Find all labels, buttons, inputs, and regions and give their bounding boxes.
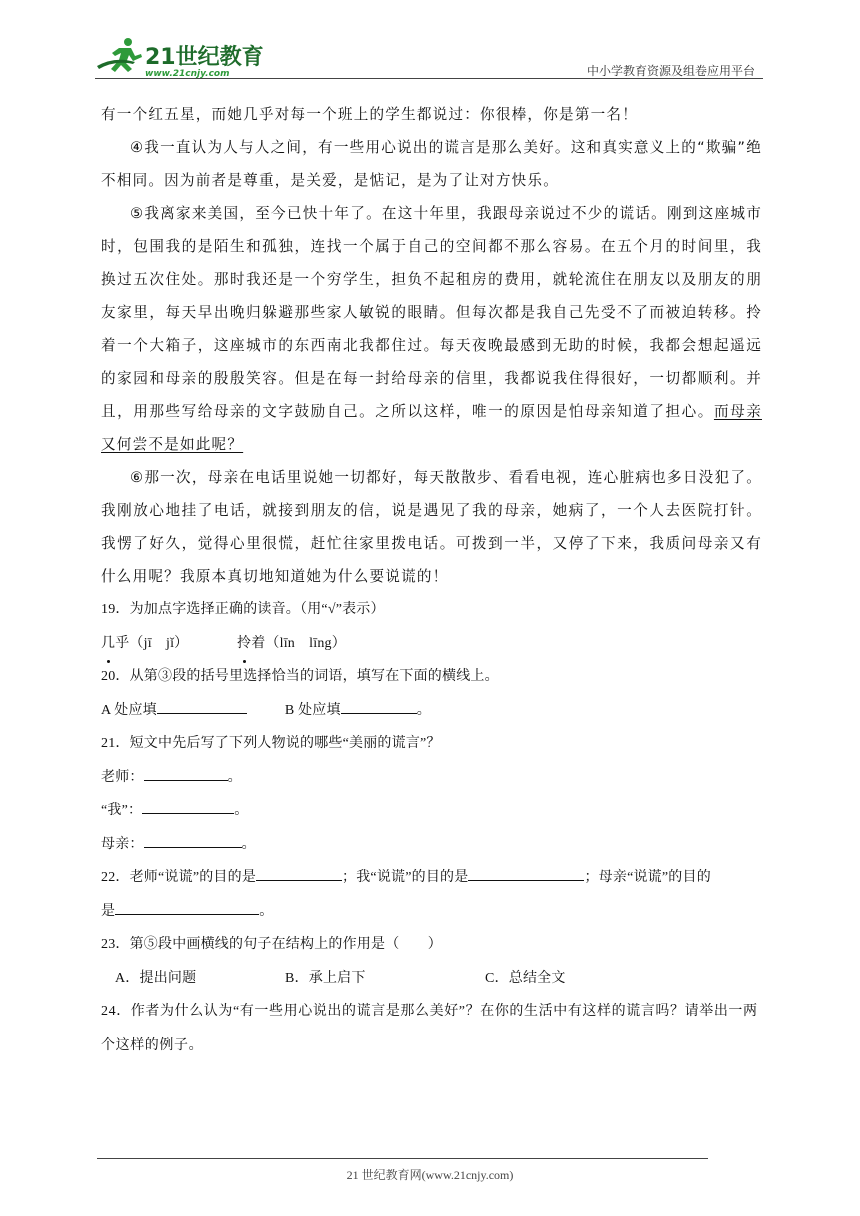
- question-21: 21．短文中先后写了下列人物说的哪些“美丽的谎言”？: [101, 736, 441, 751]
- option-c[interactable]: C．总结全文: [485, 970, 566, 986]
- teacher-blank[interactable]: [144, 766, 228, 781]
- period: 。: [234, 803, 249, 818]
- underlined-sentence: 而母亲又何尝不是如此呢？: [101, 403, 762, 453]
- me-blank[interactable]: [142, 799, 234, 814]
- question-21-me: [101, 794, 762, 828]
- mother-label: 母亲：: [101, 836, 144, 852]
- main-content: [101, 98, 762, 1062]
- question-23-options: [101, 962, 762, 996]
- question-20: 20．从第③段的括号里选择恰当的词语，填写在下面的横线上。: [101, 669, 499, 684]
- page-header: [95, 34, 763, 80]
- me-label: “我”：: [101, 803, 143, 818]
- page-footer: 21 世纪教育网(www.21cnjy.com): [346, 1168, 514, 1182]
- blank-a-label: A 处应填: [101, 702, 157, 718]
- period: 。: [227, 769, 242, 785]
- period: 。: [416, 702, 431, 718]
- period: 。: [241, 836, 256, 852]
- question-22: [101, 861, 762, 895]
- header-platform-text: 中小学教育资源及组卷应用平台: [586, 64, 755, 78]
- pinyin-option-1: 乎（jī jǐ）: [115, 635, 189, 651]
- period: 。: [259, 903, 274, 919]
- q22-part4: 是: [101, 903, 116, 919]
- passage-paragraph-3-continued: 有一个红五星，而她几乎对每一个班上的学生都说过：你很棒，你是第一名！: [101, 106, 638, 123]
- dotted-char-2: 拎: [237, 627, 251, 661]
- logo-url: www.21cnjy.com: [145, 69, 230, 78]
- q22-part3: ；母亲“说谎”的目的: [584, 870, 711, 885]
- passage-paragraph-6: ⑥那一次，母亲在电话里说她一切都好，每天散散步、看看电视，连心脏病也多日没犯了。我刚放心地挂了电话，就接到朋友的信，说是遇见了我的母亲，她病了，一个人去医院打针。我愣了好久，觉得心里很慌，赶忙往家里拨电话。可拨到一半，又停了下来，我质问母亲又有什么用呢？我原本真切地知道她为什么要说谎的！: [101, 469, 762, 585]
- question-21-teacher: [101, 761, 762, 795]
- question-20-blanks: [101, 694, 762, 728]
- header-divider: [95, 78, 763, 79]
- option-a[interactable]: A．提出问题: [115, 970, 197, 986]
- paragraph-5-text: ⑤我离家来美国，至今已快十年了。在这十年里，我跟母亲说过不少的谎话。刚到这座城市时，包围我的是陌生和孤独，连找一个属于自己的空间都不那么容易。在五个月的时间里，我换过五次住处。那时我还是一个穷学生，担负不起租房的费用，就轮流住在朋友以及朋友的朋友家里，每天早出晚归躲避那些家人敏锐的眼睛。但每次都是我自己先受不了而被迫转移。拎着一个大箱子，这座城市的东西南北我都住过。每天夜晚最感到无助的时候，我都会想起遥远的家园和母亲的殷殷笑容。但是在每一封给母亲的信里，我都说我住得很好，一切都顺利。并且，用那些写给母亲的文字鼓励自己。之所以这样，唯一的原因是怕母亲知道了担心。: [101, 205, 762, 420]
- logo-text: 21世纪教育: [145, 45, 264, 70]
- q22-blank-2[interactable]: [468, 866, 584, 881]
- question-24: 24．作者为什么认为“有一些用心说出的谎言是那么美好”？在你的生活中有这样的谎言吗？请举出一两个这样的例子。: [101, 1004, 758, 1053]
- passage-paragraph-4: ④我一直认为人与人之间，有一些用心说出的谎言是那么美好。这和真实意义上的“欺骗”绝不相同。因为前者是尊重，是关爱，是惦记，是为了让对方快乐。: [101, 139, 762, 189]
- passage-paragraph-5: [101, 197, 762, 461]
- blank-b-field[interactable]: [341, 699, 417, 714]
- footer-divider: [97, 1158, 708, 1159]
- q22-part2: ；我“说谎”的目的是: [342, 870, 469, 885]
- blank-b-label: B 处应填: [284, 702, 341, 718]
- q22-part1: 22．老师“说谎”的目的是: [101, 870, 257, 885]
- dotted-char-1: 几: [101, 627, 115, 661]
- option-b[interactable]: B．承上启下: [285, 970, 366, 986]
- question-19: 19．为加点字选择正确的读音。（用“√”表示）: [101, 602, 385, 617]
- pinyin-option-2: 着（līn līng）: [251, 635, 346, 651]
- q22-blank-3[interactable]: [115, 900, 259, 915]
- blank-a-field[interactable]: [157, 699, 247, 714]
- teacher-label: 老师：: [101, 769, 144, 785]
- mother-blank[interactable]: [144, 833, 242, 848]
- question-22-cont: [101, 895, 762, 929]
- question-23: 23．第⑤段中画横线的句子在结构上的作用是（ ）: [101, 937, 442, 952]
- q22-blank-1[interactable]: [256, 866, 342, 881]
- runner-icon: [97, 38, 142, 72]
- question-19-options: [101, 627, 762, 661]
- site-logo: [95, 36, 265, 78]
- question-21-mother: [101, 828, 762, 862]
